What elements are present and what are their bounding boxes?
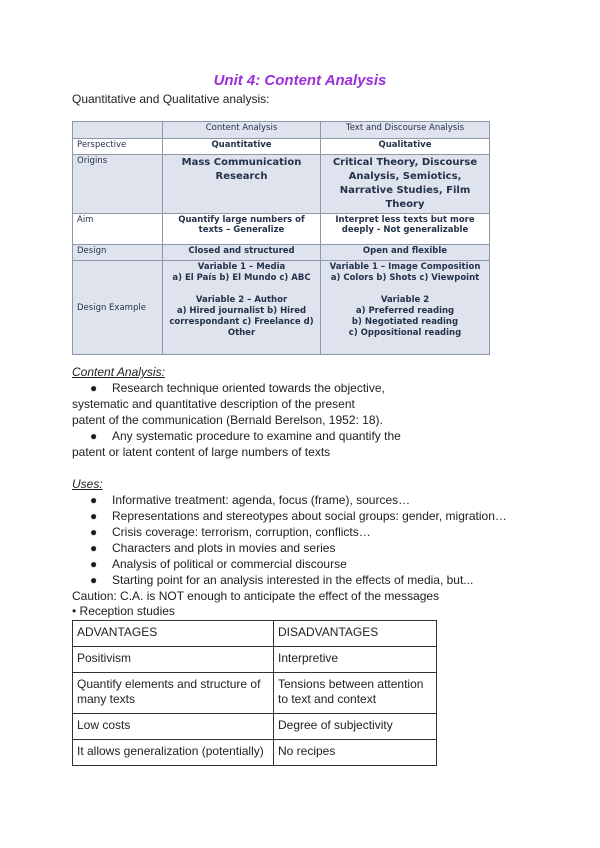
design-tda: Open and flexible	[321, 245, 490, 261]
advantage-cell: Positivism	[73, 647, 274, 673]
uses-item-text: Informative treatment: agenda, focus (frame), sources…	[112, 493, 411, 507]
bullet-dot-icon: ●	[90, 493, 98, 507]
table-row	[73, 647, 437, 673]
uses-item	[90, 524, 371, 540]
aim-tda: Interpret less texts but more deeply - Not generalizable	[321, 214, 490, 245]
advantage-cell: Low costs	[73, 714, 274, 740]
disadvantage-cell: No recipes	[274, 740, 437, 766]
content-analysis-bullet	[90, 428, 401, 444]
bullet-dot-icon: ●	[90, 541, 98, 555]
row-label-aim: Aim	[73, 214, 163, 245]
advantage-cell: Quantify elements and structure of many texts	[73, 673, 274, 714]
caution-note: Caution: C.A. is NOT enough to anticipate the effect of the messages	[72, 589, 440, 603]
uses-item	[90, 556, 347, 572]
bullet-dot-icon: ●	[90, 509, 98, 523]
reception-studies-note: • Reception studies	[72, 604, 175, 618]
comparison-header-empty	[73, 122, 163, 139]
row-label-example: Design Example	[73, 261, 163, 355]
example-tda-line: a) Preferred reading	[355, 306, 455, 316]
page-subtitle: Quantitative and Qualitative analysis:	[72, 92, 270, 106]
bullet-dot-icon: ●	[90, 381, 98, 395]
example-tda-line: a) Colors b) Shots c) Viewpoint	[330, 273, 480, 283]
disadvantages-header: DISADVANTAGES	[274, 621, 437, 647]
example-tda	[321, 261, 490, 355]
advantages-header: ADVANTAGES	[73, 621, 274, 647]
uses-item-text: Analysis of political or commercial discourse	[112, 557, 347, 571]
content-analysis-continuation: systematic and quantitative description of the present	[72, 397, 355, 411]
comparison-row-perspective	[73, 139, 490, 155]
advantages-table	[72, 620, 437, 766]
example-ca-line: Variable 1 – Media	[197, 262, 286, 272]
design-ca: Closed and structured	[163, 245, 321, 261]
disadvantage-cell: Tensions between attention to text and context	[274, 673, 437, 714]
example-tda-line: Variable 1 – Image Composition	[329, 262, 481, 272]
uses-item	[90, 508, 507, 524]
advantage-cell: It allows generalization (potentially)	[73, 740, 274, 766]
bullet-text: Research technique oriented towards the objective,	[112, 381, 385, 395]
comparison-row-origins	[73, 155, 490, 214]
comparison-header-tda: Text and Discourse Analysis	[321, 122, 490, 139]
uses-item-text: Characters and plots in movies and series	[112, 541, 336, 555]
comparison-table	[72, 121, 490, 355]
example-tda-line: c) Oppositional reading	[348, 328, 462, 338]
uses-item-text: Representations and stereotypes about social groups: gender, migration…	[112, 509, 507, 523]
example-ca	[163, 261, 321, 355]
content-analysis-continuation: patent or latent content of large numbers of texts	[72, 445, 331, 459]
row-label-perspective: Perspective	[73, 139, 163, 155]
example-tda-line: Variable 2	[380, 295, 430, 305]
uses-item-text: Crisis coverage: terrorism, corruption, conflicts…	[112, 525, 371, 539]
uses-item	[90, 492, 410, 508]
example-ca-line: Variable 2 – Author	[195, 295, 288, 305]
bullet-dot-icon: ●	[90, 429, 98, 443]
example-ca-line: a) Hired journalist b) Hired	[176, 306, 307, 316]
content-analysis-continuation: patent of the communication (Bernald Berelson, 1952: 18).	[72, 413, 383, 427]
comparison-row-design	[73, 245, 490, 261]
comparison-row-aim	[73, 214, 490, 245]
example-ca-line: correspondant c) Freelance d)	[169, 317, 314, 327]
uses-heading: Uses:	[72, 477, 103, 491]
comparison-header-ca: Content Analysis	[163, 122, 321, 139]
uses-item	[90, 540, 335, 556]
comparison-row-example	[73, 261, 490, 355]
example-ca-line: a) El País b) El Mundo c) ABC	[172, 273, 311, 283]
bullet-text: Any systematic procedure to examine and quantify the	[112, 429, 401, 443]
row-label-origins: Origins	[73, 155, 163, 214]
row-label-design: Design	[73, 245, 163, 261]
example-tda-gap	[325, 284, 485, 295]
uses-item-text: Starting point for an analysis interested in the effects of media, but...	[112, 573, 474, 587]
bullet-dot-icon: ●	[90, 525, 98, 539]
disadvantage-cell: Degree of subjectivity	[274, 714, 437, 740]
table-row	[73, 740, 437, 766]
example-tda-line: b) Negotiated reading	[351, 317, 459, 327]
bullet-dot-icon: ●	[90, 573, 98, 587]
origins-tda: Critical Theory, Discourse Analysis, Semiotics, Narrative Studies, Film Theory	[321, 155, 490, 214]
example-ca-line: Other	[227, 328, 256, 338]
disadvantage-cell: Interpretive	[274, 647, 437, 673]
aim-ca: Quantify large numbers of texts – Generalize	[163, 214, 321, 245]
advantages-header-row	[73, 621, 437, 647]
content-analysis-bullet	[90, 380, 385, 396]
perspective-ca: Quantitative	[163, 139, 321, 155]
table-row	[73, 673, 437, 714]
uses-item	[90, 572, 473, 588]
comparison-header-row	[73, 122, 490, 139]
content-analysis-heading: Content Analysis:	[72, 365, 165, 379]
example-ca-gap	[167, 284, 316, 295]
page-title: Unit 4: Content Analysis	[213, 72, 387, 89]
origins-ca: Mass Communication Research	[163, 155, 321, 214]
perspective-tda: Qualitative	[321, 139, 490, 155]
bullet-dot-icon: ●	[90, 557, 98, 571]
table-row	[73, 714, 437, 740]
